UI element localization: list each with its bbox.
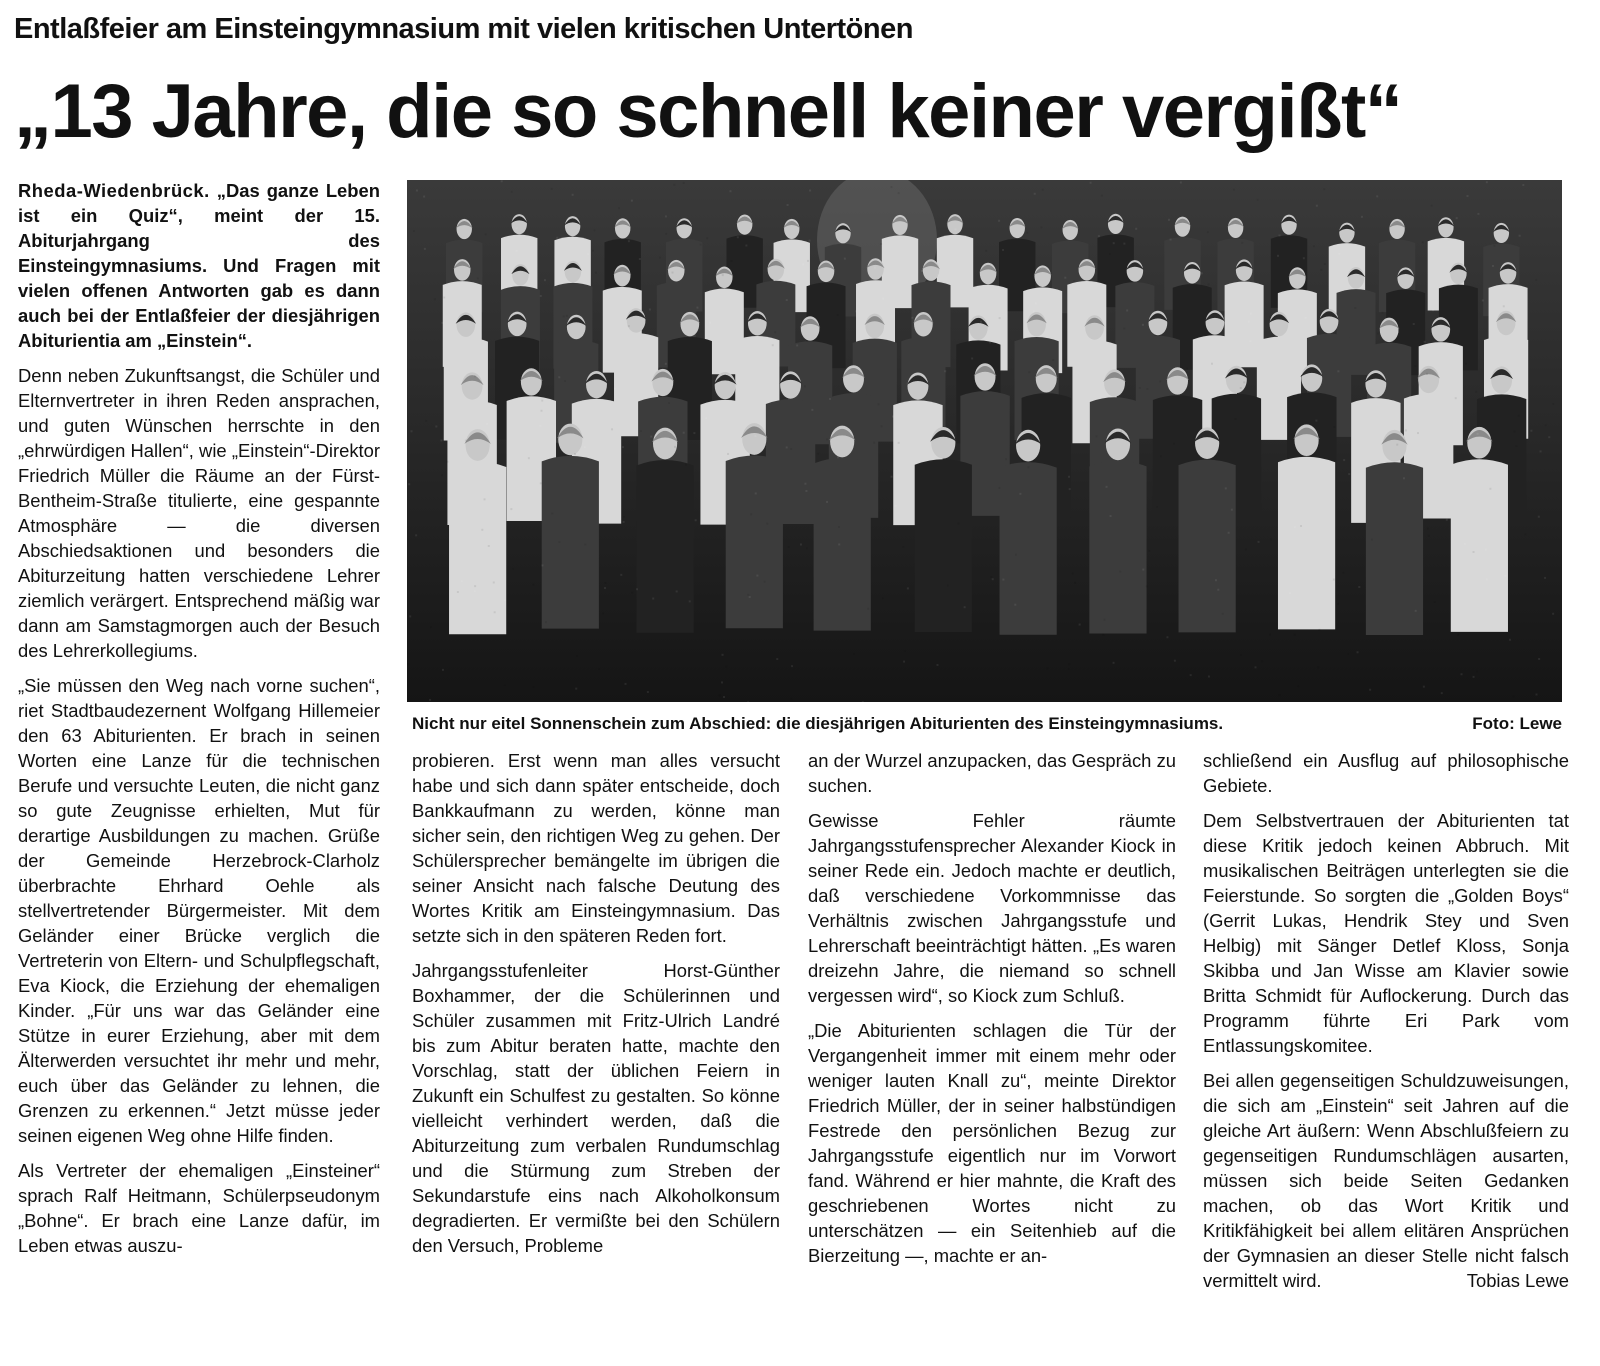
kicker-headline: Entlaßfeier am Einsteingymnasium mit vielen kritischen Untertönen bbox=[14, 13, 913, 45]
body-paragraph: schließend ein Ausflug auf philosophische Gebiete. bbox=[1203, 750, 1569, 796]
group-photo-illustration bbox=[407, 180, 1562, 702]
article-column-4 bbox=[1203, 748, 1569, 1293]
class-photo bbox=[407, 180, 1562, 702]
body-paragraph: Denn neben Zukunftsangst, die Schüler und Elternvertreter in ihren Reden ansprachen, und guten Wünschen herrschte in den „ehrwürdigen Hallen“, wie „Einstein“-Direktor Friedrich Müller die Räume an der Fürst-Bentheim-Straße titulierte, eine gespannte Atmosphäre — die diversen Abschiedsaktionen und besonders die Abiturzeitung hatten verschiedene Lehrer ziemlich verärgert. Entsprechend mäßig war dann am Samstagmorgen auch der Besuch des Lehrerkollegiums. bbox=[18, 365, 380, 661]
caption-text: Nicht nur eitel Sonnenschein zum Abschied: die diesjährigen Abiturienten des Einsteingymnasiums. bbox=[412, 714, 1224, 733]
body-paragraph: Als Vertreter der ehemaligen „Einsteiner“ sprach Ralf Heitmann, Schülerpseudonym „Bohne“. Er brach eine Lanze dafür, im Leben etwas auszu- bbox=[18, 1160, 380, 1256]
closing-text: Bei allen gegenseitigen Schuldzuweisungen, die sich am „Einstein“ seit Jahren auf die gleiche Art äußern: Wenn Abschlußfeiern zu gegenseitigen Rundumschlägen ausarten, müssen sich beide Seiten Gedanken machen, ob das Wort Kritik und Kritikfähigkeit bei allem elitären Ansprüchen der Gymnasien an dieser Stelle nicht falsch vermittelt wird. bbox=[1203, 1070, 1569, 1291]
body-paragraph: „Sie müssen den Weg nach vorne suchen“, riet Stadtbaudezernent Wolfgang Hillemeier den 63 Abiturienten. Er brach in seinen Worten eine Lanze für die technischen Berufe und versuchte Leuten, die nicht ganz so gute Zeugnisse erhielten, Mut für derartige Ausbildungen zu machen. Grüße der Gemeinde Herzebrock-Clarholz überbrachte Ehrhard Oehle als stellvertretender Bürgermeister. Mit dem Geländer einer Brücke verglich die Vertreterin von Eltern- und Schulpflegschaft, Eva Kiock, die Erziehung der ehemaligen Kinder. „Für uns war das Geländer eine Stütze in eurer Erziehung, aber mit dem Älterwerden versuchtet ihr mehr und mehr, euch über das Geländer zu lehnen, die Grenzen zu erkennen.“ Jetzt müsse jeder seinen eigenen Weg ohne Hilfe finden. bbox=[18, 675, 380, 1146]
dateline: Rheda-Wiedenbrück. bbox=[18, 180, 210, 201]
body-paragraph: „Die Abiturienten schlagen die Tür der Vergangenheit immer mit einem mehr oder weniger lauten Knall zu“, meinte Direktor Friedrich Müller, der in seiner halbstündigen Festrede den persönlichen Bezug zur Jahrgangsstufe eigentlich nur im Vorwort fand. Während er hier mahnte, die Kraft des geschriebenen Wortes nicht zu unterschätzen — ein Seitenhieb auf die Bierzeitung —, machte er an- bbox=[808, 1020, 1176, 1266]
lead-paragraph bbox=[18, 178, 380, 353]
body-paragraph bbox=[1203, 1068, 1569, 1293]
article-column-1 bbox=[18, 178, 380, 1258]
body-paragraph: Jahrgangsstufenleiter Horst-Günther Boxhammer, der die Schülerinnen und Schüler zusammen mit Fritz-Ulrich Landré bis zum Abitur beraten hatte, machte den Vorschlag, statt der üblichen Feiern in Zukunft ein Schulfest zu gestalten. So könne vielleicht verhindert werden, daß die Abiturzeitung zum verbalen Rundumschlag und die Stürmung zum Streben der Sekundarstufe eins nach Alkoholkonsum degradierten. Er vermißte bei den Schülern den Versuch, Probleme bbox=[412, 960, 780, 1256]
photo-caption bbox=[412, 714, 1562, 734]
body-paragraph: Dem Selbstvertrauen der Abiturienten tat diese Kritik jedoch keinen Abbruch. Mit musikalischen Beiträgen unterlegten sie die Feierstunde. So sorgten die „Golden Boys“ (Gerrit Lukas, Hendrik Stey und Sven Helbig) mit Sänger Detlef Kloss, Sonja Skibba und Jan Wisse am Klavier sowie Britta Schmidt für Auflockerung. Durch das Programm führte Eri Park vom Entlassungskomitee. bbox=[1203, 810, 1569, 1056]
lead-text: „Das ganze Leben ist ein Quiz“, meint der 15. Abiturjahrgang des Einsteingymnasiums. Und Fragen mit vielen offenen Antworten gab es dann auch bei der Entlaßfeier der diesjährigen Abiturientia am „Einstein“. bbox=[18, 180, 380, 351]
body-paragraph: Gewisse Fehler räumte Jahrgangsstufensprecher Alexander Kiock in seiner Rede ein. Jedoch machte er deutlich, daß verschiedene Vorkommnisse das Verhältnis zwischen Jahrgangsstufe und Lehrerschaft beeinträchtigt hätten. „Es waren dreizehn Jahre, die niemand so schnell vergessen wird“, so Kiock zum Schluß. bbox=[808, 810, 1176, 1006]
body-paragraph: probieren. Erst wenn man alles versucht habe und sich dann später entscheide, doch Bankkaufmann zu werden, könne man sicher sein, den richtigen Weg zu gehen. Der Schülersprecher bemängelte im übrigen die seiner Ansicht nach falsche Deutung des Wortes Kritik am Einsteingymnasium. Das setzte sich in den späteren Reden fort. bbox=[412, 750, 780, 946]
article-column-3 bbox=[808, 748, 1176, 1268]
body-paragraph: an der Wurzel anzupacken, das Gespräch zu suchen. bbox=[808, 750, 1176, 796]
article-column-2 bbox=[412, 748, 780, 1258]
author-signature: Tobias Lewe bbox=[1466, 1270, 1569, 1291]
main-headline: „13 Jahre, die so schnell keiner vergißt“ bbox=[14, 69, 1402, 154]
photo-credit: Foto: Lewe bbox=[1472, 714, 1562, 733]
